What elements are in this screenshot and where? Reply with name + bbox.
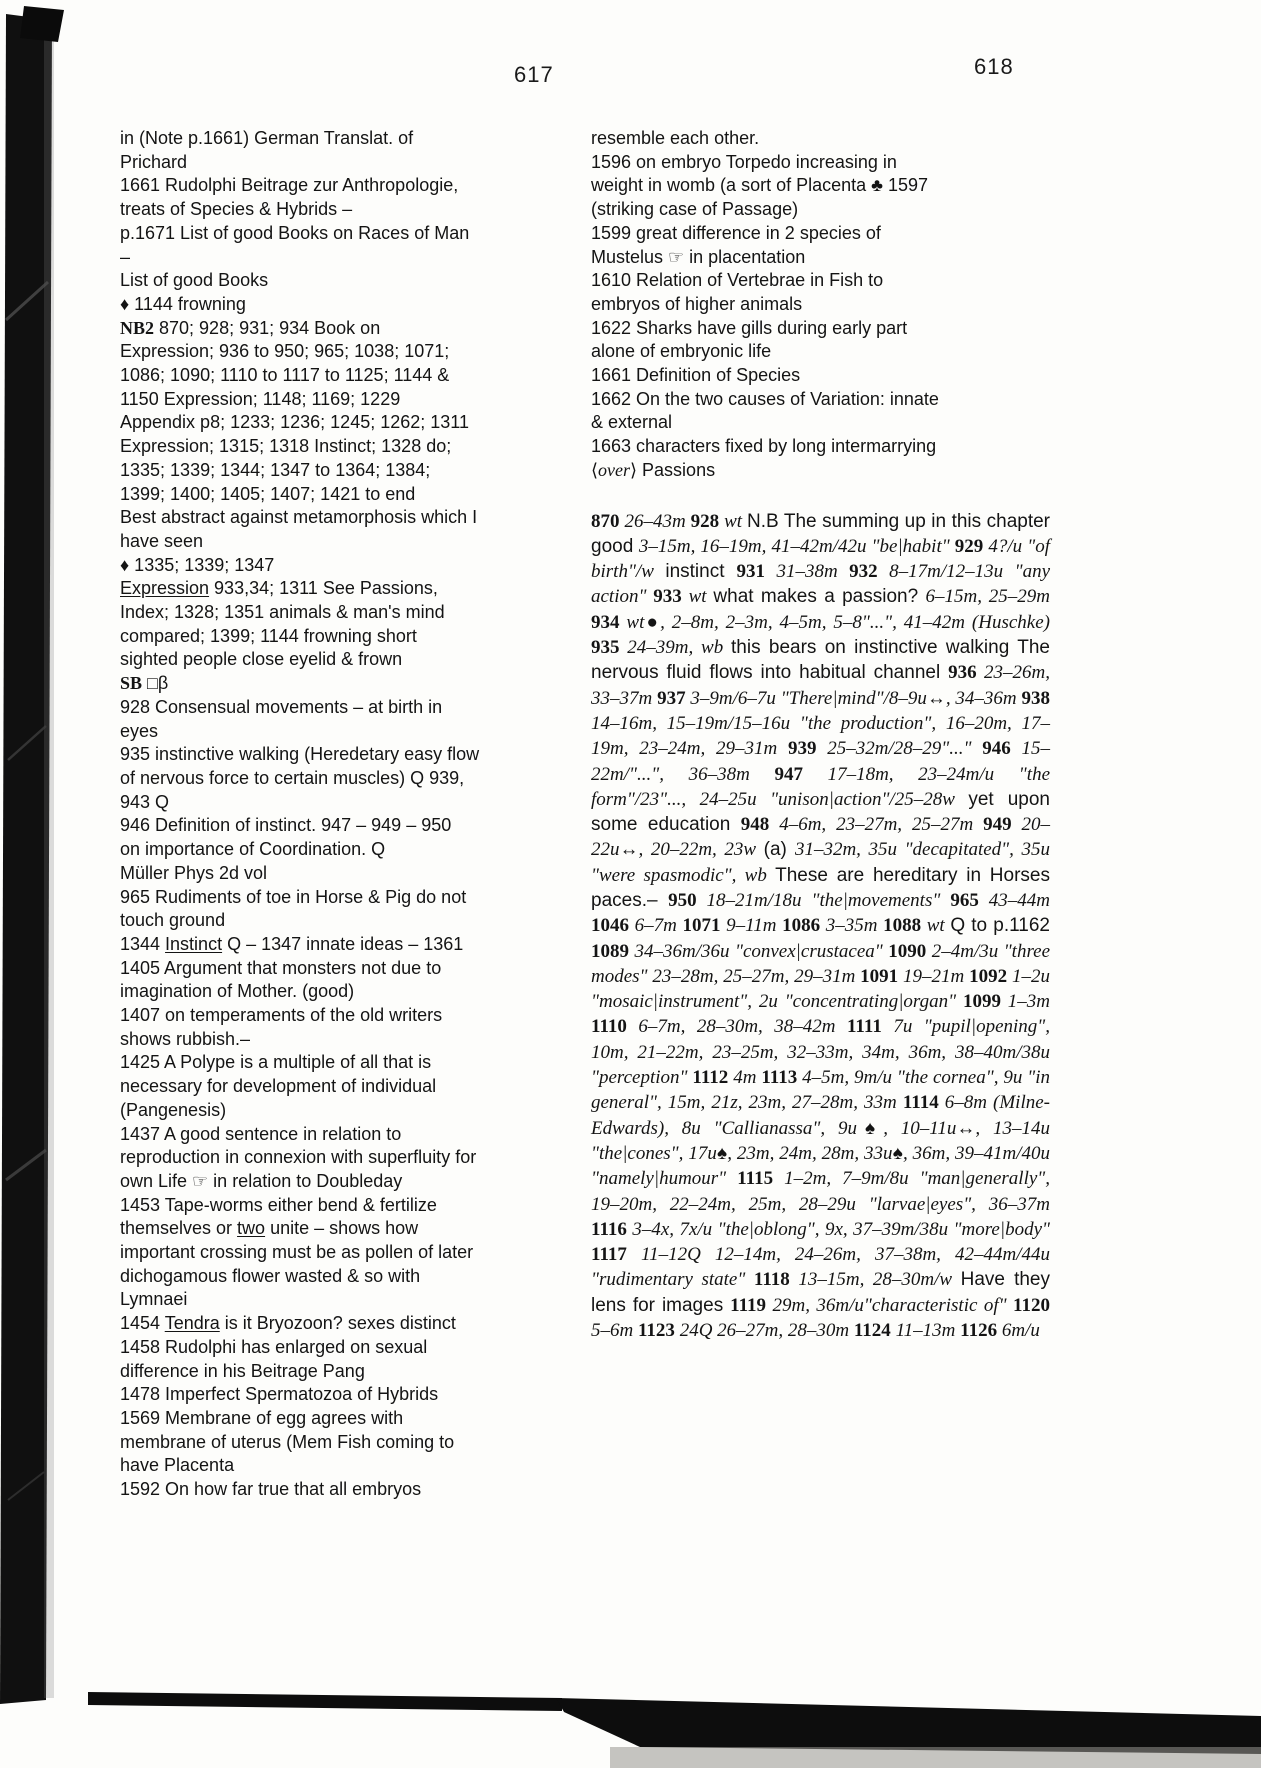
text-run-i: 17–18m, 23–24m/u "the form"/23"..., 24–25u "unison|action"/25–28w [591, 763, 1050, 810]
text-run: weight in womb (a sort of Placenta ♣ 1597 [591, 175, 928, 196]
text-run-n: instinct [665, 561, 737, 583]
paragraph [120, 1051, 568, 1122]
text-run-b: 1119 [730, 1294, 773, 1316]
text-run: 1661 Definition of Species [591, 365, 801, 386]
paragraph [120, 269, 568, 293]
text-run-b: 1099 [962, 991, 1008, 1013]
text-run: 928 Consensual movements – at birth in [120, 696, 443, 717]
text-run-b: NB2 [120, 317, 155, 338]
text-run-i: wt [724, 510, 748, 532]
paragraph [591, 364, 1050, 388]
text-run-i: 11–12Q 12–14m, 24–26m, 37–38m, 42–44m/44u "rudimentary state" [591, 1244, 1050, 1291]
text-run: have Placenta [120, 1455, 235, 1476]
text-run-i: 43–44m [988, 890, 1051, 911]
text-run: 1437 A good sentence in relation to [120, 1123, 402, 1144]
text-run-n: Q to p.1162 [950, 915, 1050, 937]
text-run: 935 instinctive walking (Heredetary easy flow [120, 744, 480, 765]
text-run-i: 8–17m/12–13u "any action" [591, 561, 1051, 608]
paragraph [120, 1383, 568, 1407]
text-run-b: 1123 [637, 1320, 680, 1342]
text-run-b: 947 [774, 763, 828, 785]
text-run-i: 3–35m [825, 915, 884, 937]
text-run: Mustelus ☞ in placentation [591, 246, 806, 267]
paragraph [120, 222, 568, 269]
text-run-b: 1090 [888, 940, 932, 962]
paragraph [120, 174, 568, 221]
text-run: 1453 Tape-worms either bend & fertilize [120, 1194, 437, 1215]
text-run-i: 2–4m/3u "three modes" 23–28m, 25–27m, 29–31m [591, 940, 1051, 987]
text-run-b: 933 [653, 586, 689, 608]
text-run-i: 31–32m, 35u "decapitated", 35u "were spasmodic", wb [591, 839, 1050, 886]
text-run-n: yet upon some education [591, 788, 1050, 836]
text-run-i: 1–2u "mosaic|instrument", 2u "concentrating|organ" [591, 965, 1050, 1013]
text-run: 1599 great difference in 2 species of [591, 222, 881, 243]
text-run-i: 6–15m, 25–29m [925, 586, 1051, 608]
text-run: resemble each other. [591, 128, 760, 148]
paragraph [591, 509, 1050, 1344]
marginalia-annotation-paragraph [591, 509, 1050, 1344]
text-run: 943 Q [120, 791, 170, 812]
text-run-i: 6–7m [634, 915, 683, 937]
text-run: embryos of higher animals [591, 293, 803, 314]
text-run-u: Tendra [164, 1313, 220, 1334]
text-run: imagination of Mother. (good) [120, 981, 355, 1002]
text-run: 1150 Expression; 1148; 1169; 1229 [120, 388, 401, 409]
text-run: have seen [120, 530, 204, 551]
paragraph [120, 814, 568, 861]
text-run: alone of embryonic life [591, 341, 772, 362]
text-run-b: 1111 [846, 1016, 894, 1038]
paragraph [591, 269, 1050, 316]
text-run: Expression; 1315; 1318 Instinct; 1328 do; [120, 436, 452, 457]
text-run-i: 23–26m, 33–37m [591, 662, 1051, 709]
text-run: 1662 On the two causes of Variation: innate [591, 388, 939, 409]
paragraph [120, 293, 568, 317]
text-run-i: 14–16m, 15–19m/15–16u "the production", 16–20m, 17–19m, 23–24m, 29–31m [591, 712, 1050, 760]
scan-bar-bottom-right [556, 1698, 1261, 1754]
text-run: of nervous force to certain muscles) Q 939, [120, 767, 465, 788]
paragraph [120, 1004, 568, 1051]
text-run-n: These are hereditary in Horses paces.– [591, 864, 1050, 911]
text-run: ⟩ Passions [630, 459, 716, 480]
text-run: treats of Species & Hybrids – [120, 199, 353, 220]
text-run-n: (a) [763, 839, 795, 861]
text-run: 1425 A Polype is a multiple of all that is [120, 1052, 432, 1073]
text-run: Q – 1347 innate ideas – 1361 [222, 933, 464, 954]
paragraph [591, 222, 1050, 269]
text-run-b: 937 [657, 687, 691, 709]
text-run: (Pangenesis) [120, 1099, 227, 1120]
text-run-i: 34–36m/36u "convex|crustacea" [634, 940, 889, 962]
text-run-i: 31–38m [776, 561, 850, 583]
text-run-b: 938 [1021, 687, 1050, 709]
text-run: 946 Definition of instinct. 947 – 949 – 950 [120, 815, 452, 836]
text-run: List of good Books [120, 270, 269, 291]
text-run: Prichard [120, 151, 188, 172]
page-number-right: 618 [974, 54, 1014, 79]
paragraph [120, 933, 568, 957]
page-number-left: 617 [514, 62, 554, 87]
text-run-i: 6–8m (Milne-Edwards), 8u "Callianassa", 9u♠, 10–11u↔, 13–14u "the|cones", 17u♠, 23m, 24m, 28m, 33u♠, 36m, 39–41m/40u "namely|humour" [591, 1092, 1051, 1190]
text-run: 1622 Sharks have gills during early part [591, 317, 908, 338]
text-run: 1407 on temperaments of the old writers [120, 1005, 443, 1026]
text-run-i: wt●, 2–8m, 2–3m, 4–5m, 5–8"...", 41–42m (Huschke) [626, 611, 1050, 633]
text-run: 1592 On how far true that all embryos [120, 1479, 422, 1500]
text-run-b: 1117 [591, 1244, 641, 1266]
text-run-b: 931 [736, 561, 777, 583]
paragraph [120, 672, 568, 696]
text-run-n: this bears on instinctive walking The nervous fluid flows into habitual channel [591, 637, 1050, 684]
text-run-b: 950 [668, 890, 707, 911]
text-run-b: 946 [982, 738, 1022, 760]
text-run: own Life ☞ in relation to Doubleday [120, 1170, 403, 1191]
paragraph [120, 1312, 568, 1336]
text-run-i: 9–11m [726, 915, 783, 937]
paragraph [120, 506, 568, 553]
text-run-b: 965 [950, 890, 989, 911]
paragraph [120, 886, 568, 933]
text-run: sighted people close eyelid & frown [120, 649, 403, 670]
text-run: touch ground [120, 910, 226, 931]
text-run-i: 13–15m, 28–30m/w [798, 1269, 961, 1291]
text-run-i: wt [688, 586, 714, 608]
text-run: ⟨ [591, 459, 599, 480]
paragraph [120, 127, 568, 174]
left-column [120, 127, 568, 1502]
paragraph [591, 388, 1050, 435]
text-run-i: 1–3m [1007, 991, 1051, 1013]
text-run-b: 1120 [1013, 1294, 1050, 1316]
scan-bar-bottom-left [88, 1692, 562, 1711]
text-run-i: 5–6m [591, 1320, 638, 1342]
text-run: – [120, 246, 131, 267]
text-run: is it Bryozoon? sexes distinct [219, 1313, 456, 1334]
text-run-b: 1088 [883, 915, 927, 937]
text-run-i: 4?/u "of birth"/w [591, 535, 1050, 583]
text-run-i: 18–21m/18u "the|movements" [706, 890, 951, 911]
text-run-n: N.B The summing up in this chapter good [591, 510, 1051, 557]
text-run: 1478 Imperfect Spermatozoa of Hybrids [120, 1384, 439, 1405]
text-run: eyes [120, 720, 159, 741]
text-run: 1661 Rudolphi Beitrage zur Anthropologie, [120, 175, 459, 196]
right-column-index-entries [591, 127, 1050, 483]
text-run: unite – shows how [265, 1218, 419, 1239]
paragraph [120, 317, 568, 507]
text-run-b: 1086 [782, 915, 826, 937]
text-run-b: 1114 [902, 1092, 945, 1114]
text-run: 1399; 1400; 1405; 1407; 1421 to end [120, 483, 416, 504]
text-run-b: 936 [948, 662, 985, 684]
text-run: reproduction in connexion with superfluity for [120, 1147, 477, 1168]
text-run: 933,34; 1311 See Passions, [209, 578, 438, 599]
text-run-i: 15–22m/"...", 36–38m [591, 738, 1051, 785]
paragraph [120, 1336, 568, 1383]
text-run: 1458 Rudolphi has enlarged on sexual [120, 1336, 428, 1357]
paragraph [120, 743, 568, 814]
text-run-i: 29m, 36m/u"characteristic of" [772, 1294, 1014, 1316]
text-run: Index; 1328; 1351 animals & man's mind [120, 602, 445, 623]
text-run: 1569 Membrane of egg agrees with [120, 1407, 404, 1428]
scan-edge-left-fuzz [44, 22, 54, 1698]
text-run: 870; 928; 931; 934 Book on [154, 317, 381, 338]
text-run-b: 1071 [682, 915, 727, 937]
text-run: 1663 characters fixed by long intermarrying [591, 436, 937, 457]
paragraph [120, 862, 568, 886]
text-run-i: 26–43m [624, 510, 691, 532]
paragraph [120, 1194, 568, 1313]
text-run-u: Expression [120, 578, 210, 599]
text-run-i: wt [926, 915, 951, 937]
text-run-b: SB [120, 673, 143, 694]
paragraph [120, 696, 568, 743]
scan-blot-top-left [20, 6, 64, 42]
text-run-b: 928 [690, 510, 725, 532]
text-run-b: 1126 [960, 1320, 1002, 1342]
text-run-i: 3–15m, 16–19m, 41–42m/42u "be|habit" [638, 535, 955, 557]
text-run-b: 1092 [969, 965, 1012, 987]
text-run: 1086; 1090; 1110 to 1117 to 1125; 1144 & [120, 365, 450, 386]
text-run: ♦ 1335; 1339; 1347 [120, 554, 275, 575]
text-run-i: 24–39m, wb [627, 637, 732, 659]
text-run: Müller Phys 2d vol [120, 862, 268, 883]
scan-noise-bottom-right [610, 1747, 1261, 1768]
text-run-b: 1118 [753, 1269, 799, 1291]
text-run: in (Note p.1661) German Translat. of [120, 128, 414, 148]
text-run-i: 3–4x, 7x/u "the|oblong", 9x, 37–39m/38u "more|body" [632, 1218, 1050, 1240]
paragraph [120, 1407, 568, 1478]
text-run-b: 948 [740, 814, 780, 836]
text-run: Expression; 936 to 950; 965; 1038; 1071; [120, 341, 450, 362]
text-run-i: 11–13m [895, 1320, 961, 1342]
text-run: 1454 [120, 1313, 165, 1334]
text-run-b: 1091 [860, 965, 904, 987]
text-run-n: Have they lens for images [591, 1269, 1050, 1316]
text-run-b: 1124 [853, 1320, 896, 1342]
paragraph [120, 577, 568, 672]
text-run: p.1671 List of good Books on Races of Man [120, 222, 470, 243]
text-run: important crossing must be as pollen of later [120, 1242, 474, 1263]
paragraph [120, 1478, 568, 1502]
text-run: dichogamous flower wasted & so with [120, 1265, 421, 1286]
right-column [591, 127, 1050, 1343]
text-run: shows rubbish.– [120, 1028, 251, 1049]
text-run-b: 1116 [591, 1218, 633, 1240]
paragraph [591, 151, 1050, 222]
text-run-b: 939 [787, 738, 828, 760]
text-run: ♦ 1144 frowning [120, 293, 246, 314]
text-run: on importance of Coordination. Q [120, 839, 386, 860]
text-run: difference in his Beitrage Pang [120, 1360, 365, 1381]
text-run-i: 20–22u↔, 20–22m, 23w [591, 814, 1051, 861]
text-run-b: 1110 [591, 1016, 639, 1038]
text-run: & external [591, 412, 673, 433]
paragraph [120, 1123, 568, 1194]
text-run-b: 1046 [591, 915, 635, 937]
paragraph-gap [591, 483, 1050, 509]
text-run-b: 935 [591, 637, 628, 659]
text-run-b: 1113 [761, 1067, 803, 1089]
text-run-i: 4–6m, 23–27m, 25–27m [779, 814, 984, 836]
text-run: □β [142, 673, 169, 694]
text-run-n: what makes a passion? [713, 586, 926, 608]
paragraph [591, 435, 1050, 482]
text-run: Best abstract against metamorphosis which I [120, 507, 478, 528]
scan-edge-left [0, 14, 52, 1704]
text-run: 965 Rudiments of toe in Horse & Pig do not [120, 886, 467, 907]
text-run-u: Instinct [165, 933, 223, 954]
text-run: necessary for development of individual [120, 1076, 437, 1097]
text-run-i: over [598, 459, 631, 480]
text-run-b: 934 [591, 611, 627, 633]
text-run-i: 1–2m, 7–9m/8u "man|generally", 19–20m, 22–24m, 25m, 28–29u "larvae|eyes", 36–37m [591, 1168, 1051, 1215]
text-run-u: two [237, 1218, 266, 1239]
paragraph [591, 127, 1050, 151]
text-run-i: 3–9m/6–7u "There|mind"/8–9u↔, 34–36m [690, 687, 1022, 709]
text-run: Lymnaei [120, 1289, 188, 1310]
text-run: themselves or [120, 1218, 238, 1239]
text-run-b: 1112 [692, 1067, 734, 1089]
text-run: compared; 1399; 1144 frowning short [120, 625, 417, 646]
text-run: 1596 on embryo Torpedo increasing in [591, 151, 897, 172]
text-run-b: 870 [591, 510, 625, 532]
text-run-i: 6m/u [1001, 1320, 1040, 1342]
text-run: 1405 Argument that monsters not due to [120, 957, 442, 978]
paragraph [591, 317, 1050, 364]
text-run-i: 19–21m [903, 965, 970, 987]
paragraph [120, 554, 568, 578]
text-run-i: 24Q 26–27m, 28–30m [679, 1320, 854, 1342]
text-run: Appendix p8; 1233; 1236; 1245; 1262; 1311 [120, 412, 469, 433]
text-run-b: 1089 [591, 940, 635, 962]
text-run: 1344 [120, 933, 166, 954]
text-run-b: 929 [954, 535, 989, 557]
paragraph [120, 957, 568, 1004]
text-run-i: 4–5m, 9m/u "the cornea", 9u "in general", 15m, 21z, 23m, 27–28m, 33m [591, 1067, 1050, 1114]
text-run-i: 4m [733, 1067, 762, 1089]
text-run-b: 949 [983, 814, 1022, 836]
text-run-i: 25–32m/28–29"..." [827, 738, 983, 760]
text-run: membrane of uterus (Mem Fish coming to [120, 1431, 455, 1452]
text-run: 1335; 1339; 1344; 1347 to 1364; 1384; [120, 459, 431, 480]
text-run-i: 7u "pupil|opening", 10m, 21–22m, 23–25m, 32–33m, 34m, 36m, 38–40m/38u "perception" [591, 1016, 1051, 1089]
text-run: 1610 Relation of Vertebrae in Fish to [591, 270, 884, 291]
text-run: (striking case of Passage) [591, 199, 799, 220]
text-run-b: 1115 [737, 1168, 785, 1190]
text-run-i: 6–7m, 28–30m, 38–42m [638, 1016, 847, 1038]
text-run-b: 932 [849, 561, 890, 583]
